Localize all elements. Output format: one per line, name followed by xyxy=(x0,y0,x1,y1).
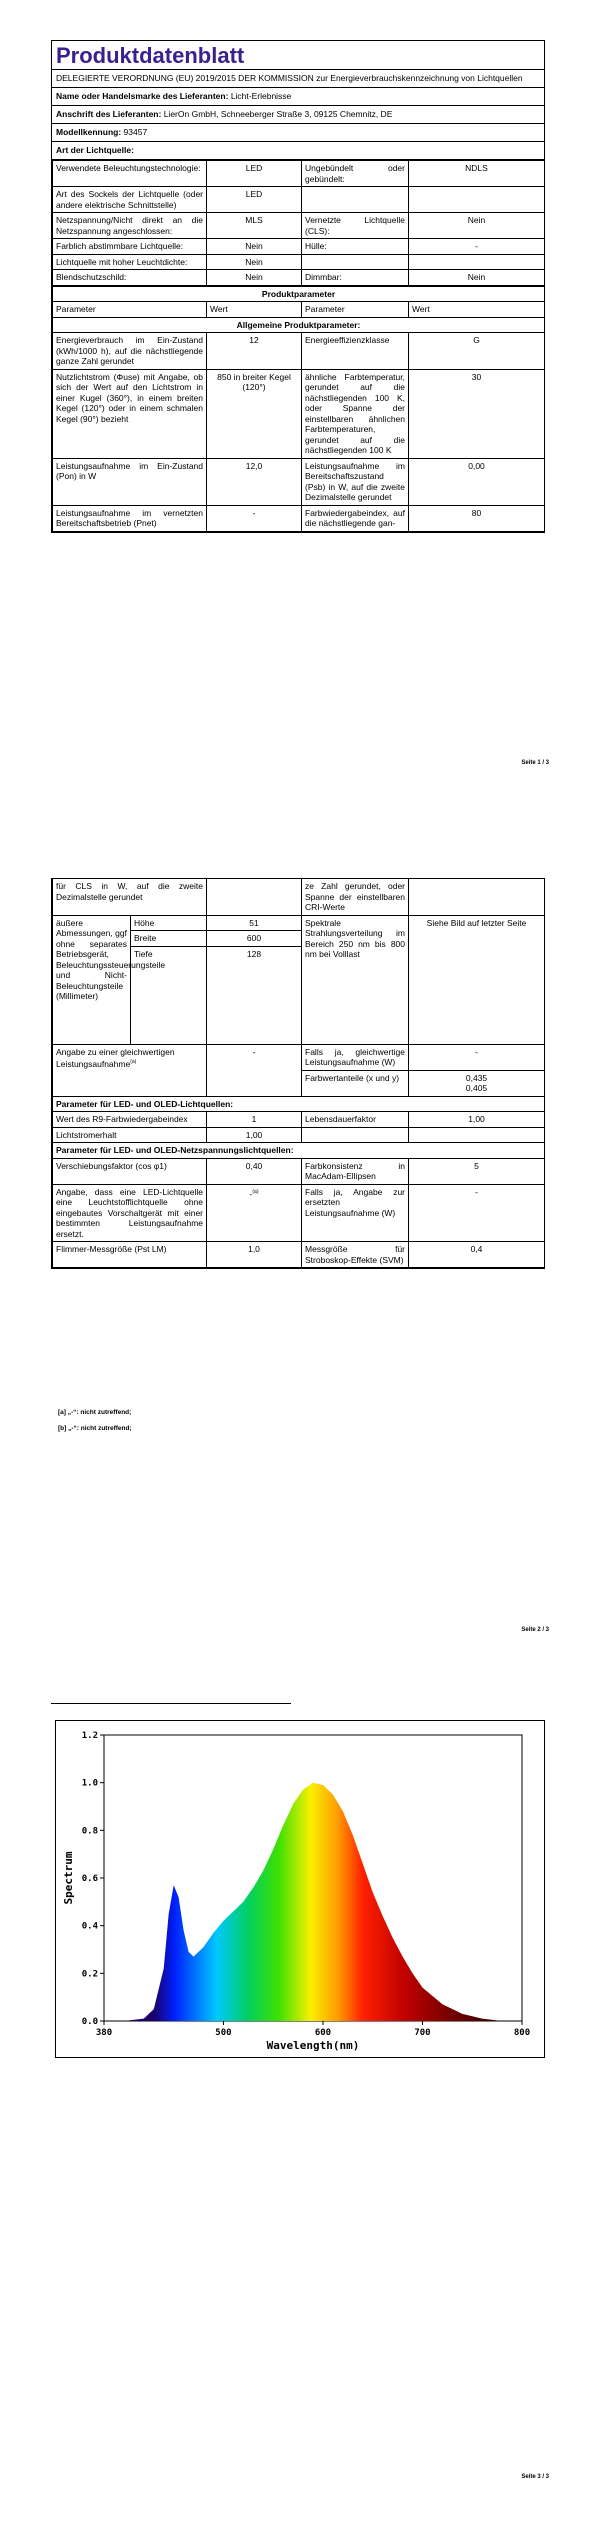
chroma-values xyxy=(409,1070,545,1096)
y-tick-label: 0.8 xyxy=(81,1826,98,1837)
led-heading: Parameter für LED- und OLED-Lichtquellen: xyxy=(53,1096,545,1112)
replaced-power-value: - xyxy=(409,1184,545,1242)
flux-maint-label: Lichtstromerhalt xyxy=(53,1127,207,1143)
spectral-label: Spektrale Strahlungsverteilung im Bereich 250 nm bis 800 nm bei Volllast xyxy=(302,915,409,1044)
supplier-label: Name oder Handelsmarke des Lieferanten: xyxy=(56,91,229,101)
col-value-header-2: Wert xyxy=(409,302,545,318)
x-tick-label: 500 xyxy=(215,2028,232,2038)
y-axis-label: Spectrum xyxy=(62,1851,75,1905)
type-param-value: Nein xyxy=(207,270,302,286)
type-param-label-2: Hülle: xyxy=(302,239,409,255)
param-label: Energieverbrauch im Ein-Zustand (kWh/1000 h), auf die nächstliegende ganze Zahl gerundet xyxy=(53,333,207,370)
lifetime-value: 1,00 xyxy=(409,1112,545,1128)
type-param-value-2 xyxy=(409,254,545,270)
equiv-label-text: Angabe zu einer gleichwertigen Leistungsaufnahme xyxy=(56,1046,175,1069)
param-label-2: Leistungsaufnahme im Bereitschaftszustand (Psb) in W, auf die zweite Dezimalstelle gerundet xyxy=(302,458,409,505)
pnet-cont-label: für CLS in W, auf die zweite Dezimalstelle gerundet xyxy=(53,879,207,916)
param-value: 850 in breiter Kegel (120°) xyxy=(207,369,302,458)
macadam-value: 5 xyxy=(409,1158,545,1184)
cri-cont-value xyxy=(409,879,545,916)
spectrum-chart-svg xyxy=(56,1721,544,2057)
param-value: 12 xyxy=(207,333,302,370)
datasheet-page-2 xyxy=(51,878,545,1269)
replacement-value-text: - xyxy=(249,1188,253,1199)
chroma-x: 0,435 xyxy=(465,1072,488,1083)
address-value: LierOn GmbH, Schneeberger Straße 3, 09125 Chemnitz, DE xyxy=(163,109,393,119)
type-param-value-2: - xyxy=(409,239,545,255)
spectral-value: Siehe Bild auf letzter Seite xyxy=(409,915,545,1044)
col-param-header: Parameter xyxy=(53,302,207,318)
col-param-header-2: Parameter xyxy=(302,302,409,318)
address-label: Anschrift des Lieferanten: xyxy=(56,109,162,119)
dim-depth-label: Tiefe xyxy=(131,946,207,1044)
y-tick-label: 0.6 xyxy=(81,1874,98,1884)
address-row xyxy=(52,106,544,124)
flicker-value: 1,0 xyxy=(207,1242,302,1268)
replacement-label: Angabe, dass eine LED-Lichtquelle eine Leuchtstofflichtquelle ohne eingebautes Vorschaltgerät mit einer bestimmten Leistungsaufnahme ersetzt. xyxy=(53,1184,207,1242)
type-param-label-2: Ungebündelt oder gebündelt: xyxy=(302,161,409,187)
equiv-label xyxy=(53,1044,207,1096)
param-value-2: 30 xyxy=(409,369,545,458)
params-table-p2 xyxy=(52,878,545,1268)
type-param-label-2: Vernetzte Lichtquelle (CLS): xyxy=(302,213,409,239)
svm-value: 0,4 xyxy=(409,1242,545,1268)
param-label: Nutzlichtstrom (Φuse) mit Angabe, ob sich der Wert auf den Lichtstrom in einer Kugel (360°), in einem breiten Kegel (120°) oder in einem schmalen Kegel (90°) bezieht xyxy=(53,369,207,458)
type-param-value-2: NDLS xyxy=(409,161,545,187)
spectrum-area xyxy=(104,1783,522,2021)
param-row xyxy=(53,333,545,370)
param-value-2: G xyxy=(409,333,545,370)
type-param-value-2: Nein xyxy=(409,270,545,286)
datasheet-page-1 xyxy=(51,40,545,533)
params-table-p1 xyxy=(52,286,545,532)
y-tick-label: 1.0 xyxy=(81,1778,98,1789)
type-param-label-2 xyxy=(302,254,409,270)
replacement-note: (a) xyxy=(252,1188,259,1195)
x-tick-label: 380 xyxy=(95,2028,113,2038)
type-row xyxy=(53,239,545,255)
params-heading: Produktparameter xyxy=(53,286,545,302)
footnote-b: [b] „-“: nicht zutreffend; xyxy=(58,1425,132,1432)
type-label: Art der Lichtquelle: xyxy=(56,145,134,155)
supplier-row xyxy=(52,88,544,106)
x-tick-label: 800 xyxy=(513,2028,531,2038)
type-row xyxy=(53,213,545,239)
y-tick-label: 0.2 xyxy=(81,1969,98,1980)
supplier-value: Licht-Erlebnisse xyxy=(230,91,292,101)
param-value-2: 80 xyxy=(409,505,545,531)
type-row xyxy=(53,254,545,270)
lifetime-label: Lebensdauerfaktor xyxy=(302,1112,409,1128)
col-value-header: Wert xyxy=(207,302,302,318)
macadam-label: Farbkonsistenz in MacAdam-Ellipsen xyxy=(302,1158,409,1184)
param-value-2: 0,00 xyxy=(409,458,545,505)
type-row xyxy=(53,270,545,286)
dim-height-label: Höhe xyxy=(131,915,207,931)
replaced-power-label: Falls ja, Angabe zur ersetzten Leistungsaufnahme (W) xyxy=(302,1184,409,1242)
type-table xyxy=(52,160,545,286)
regulation-text: DELEGIERTE VERORDNUNG (EU) 2019/2015 DER KOMMISSION zur Energieverbrauchskennzeichnung von Lichtquellen xyxy=(52,70,544,88)
param-value: - xyxy=(207,505,302,531)
type-param-value: Nein xyxy=(207,254,302,270)
cri-cont-label: ze Zahl gerundet, oder Spanne der einstellbaren CRI-Werte xyxy=(302,879,409,916)
chroma-y: 0,405 xyxy=(465,1083,488,1093)
separator-line xyxy=(51,1703,291,1704)
param-label-2: Energieeffizienzklasse xyxy=(302,333,409,370)
type-param-label-2: Dimmbar: xyxy=(302,270,409,286)
type-param-label: Lichtquelle mit hoher Leuchtdichte: xyxy=(53,254,207,270)
chroma-label: Farbwertanteile (x und y) xyxy=(302,1070,409,1096)
r9-value: 1 xyxy=(207,1112,302,1128)
page-number: Seite 2 / 3 xyxy=(521,1627,549,1633)
svm-label: Messgröße für Stroboskop-Effekte (SVM) xyxy=(302,1242,409,1268)
x-tick-label: 600 xyxy=(314,2028,332,2038)
y-tick-label: 0.4 xyxy=(81,1921,98,1932)
empty-cell xyxy=(302,1127,409,1143)
cosphi-value: 0,40 xyxy=(207,1158,302,1184)
spectrum-chart xyxy=(55,1720,545,2058)
param-label-2: ähnliche Farbtemperatur, gerundet auf die nächstliegenden 100 K, oder Spanne der einstellbaren ähnlichen Farbtemperaturen, gerundet auf die nächstliegenden 100 K xyxy=(302,369,409,458)
document-title: Produktdatenblatt xyxy=(52,41,544,70)
equiv-right-value: - xyxy=(409,1044,545,1070)
type-param-value: LED xyxy=(207,187,302,213)
equiv-right-label: Falls ja, gleichwertige Leistungsaufnahme (W) xyxy=(302,1044,409,1070)
dims-label: äußere Abmessungen, ggf ohne separates Betriebsgerät, Beleuchtungssteuerungsteile und Nicht-Beleuchtungsteile (Millimeter) xyxy=(53,915,131,1044)
type-heading xyxy=(52,142,544,160)
x-axis-label: Wavelength(nm) xyxy=(266,2039,360,2052)
flux-maint-value: 1,00 xyxy=(207,1127,302,1143)
param-row xyxy=(53,369,545,458)
replacement-value xyxy=(207,1184,302,1242)
r9-label: Wert des R9-Farbwiedergabeindex xyxy=(53,1112,207,1128)
equiv-value: - xyxy=(207,1044,302,1096)
dim-height-value: 51 xyxy=(207,915,302,931)
param-label: Leistungsaufnahme im vernetzten Bereitschaftsbetrieb (Pnet) xyxy=(53,505,207,531)
type-param-label: Verwendete Beleuchtungstechnologie: xyxy=(53,161,207,187)
pnet-cont-value xyxy=(207,879,302,916)
model-label: Modellkennung: xyxy=(56,127,122,137)
type-param-value: LED xyxy=(207,161,302,187)
page-number: Seite 1 / 3 xyxy=(521,760,549,766)
param-label-2: Farbwiedergabeindex, auf die nächstliegende gan- xyxy=(302,505,409,531)
type-param-label: Netzspannung/Nicht direkt an die Netzspannung angeschlossen: xyxy=(53,213,207,239)
dim-width-label: Breite xyxy=(131,931,207,947)
type-param-value-2: Nein xyxy=(409,213,545,239)
type-param-value: MLS xyxy=(207,213,302,239)
y-tick-label: 1.2 xyxy=(81,1731,98,1741)
model-value: 93457 xyxy=(123,127,148,137)
type-param-value: Nein xyxy=(207,239,302,255)
model-row xyxy=(52,124,544,142)
type-param-label: Farblich abstimmbare Lichtquelle: xyxy=(53,239,207,255)
param-label: Leistungsaufnahme im Ein-Zustand (Pon) in W xyxy=(53,458,207,505)
page-number: Seite 3 / 3 xyxy=(521,2474,549,2480)
y-tick-label: 0.0 xyxy=(81,2017,98,2027)
type-row xyxy=(53,187,545,213)
param-row xyxy=(53,505,545,531)
dim-depth-value: 128 xyxy=(207,946,302,1044)
type-param-value-2 xyxy=(409,187,545,213)
type-row xyxy=(53,161,545,187)
type-param-label: Blendschutzschild: xyxy=(53,270,207,286)
empty-cell xyxy=(409,1127,545,1143)
cosphi-label: Verschiebungsfaktor (cos φ1) xyxy=(53,1158,207,1184)
dim-width-value: 600 xyxy=(207,931,302,947)
x-tick-label: 700 xyxy=(414,2028,431,2038)
type-param-label: Art des Sockels der Lichtquelle (oder andere elektrische Schnittstelle) xyxy=(53,187,207,213)
footnote-a: [a] „-“: nicht zutreffend; xyxy=(58,1409,132,1416)
general-heading: Allgemeine Produktparameter: xyxy=(53,317,545,333)
type-param-label-2 xyxy=(302,187,409,213)
mains-heading: Parameter für LED- und OLED-Netzspannungslichtquellen: xyxy=(53,1143,545,1159)
equiv-note: (a) xyxy=(130,1059,137,1065)
flicker-label: Flimmer-Messgröße (Pst LM) xyxy=(53,1242,207,1268)
param-value: 12,0 xyxy=(207,458,302,505)
param-row xyxy=(53,458,545,505)
